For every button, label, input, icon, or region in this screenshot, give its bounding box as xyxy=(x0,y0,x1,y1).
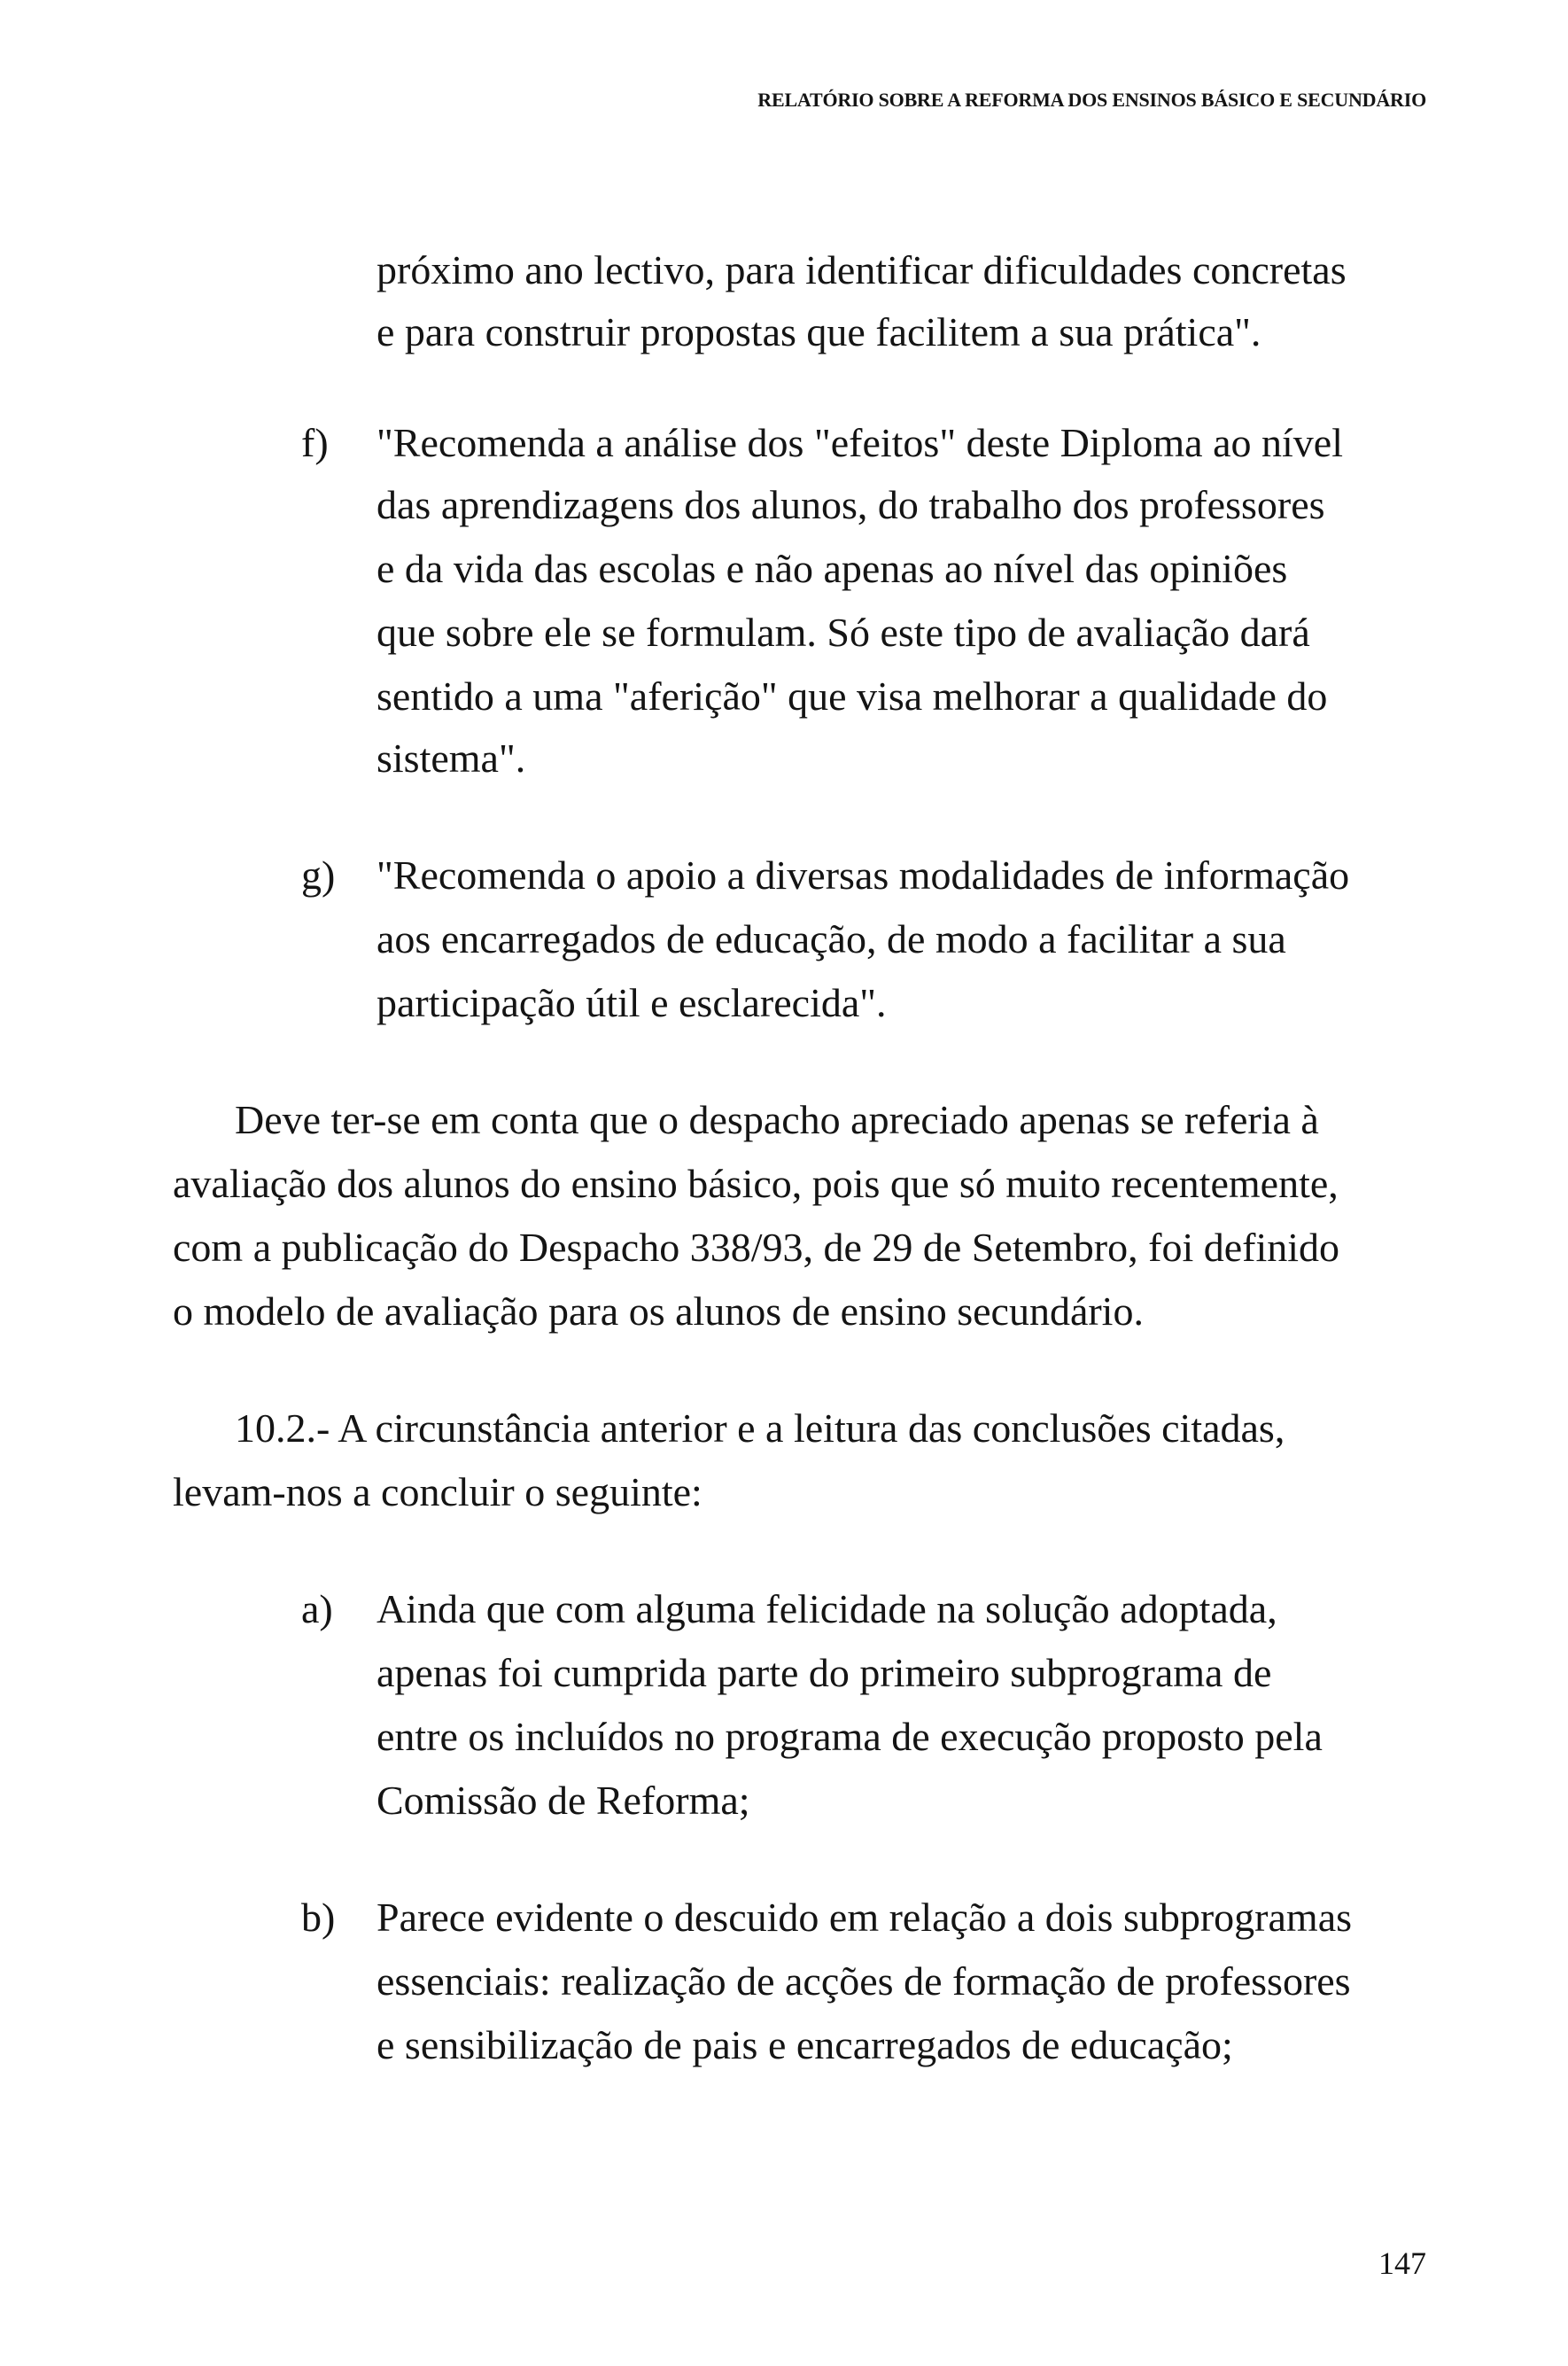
section-10-2-line: 10.2.- A circunstância anterior e a leitura das conclusões citadas, xyxy=(235,1405,1285,1451)
item-f-line: das aprendizagens dos alunos, do trabalho dos professores xyxy=(376,482,1325,527)
item-f-line: sentido a uma "aferição" que visa melhorar a qualidade do xyxy=(376,673,1328,719)
item-a-line: entre os incluídos no programa de execução proposto pela xyxy=(376,1714,1323,1759)
item-b-line: e sensibilização de pais e encarregados de educação; xyxy=(376,2022,1233,2067)
item-f-line: que sobre ele se formulam. Só este tipo de avaliação dará xyxy=(376,610,1310,655)
item-f-line: sistema". xyxy=(376,735,526,781)
item-f-label: f) xyxy=(301,420,329,465)
continuation-line: e para construir propostas que facilitem a sua prática". xyxy=(376,309,1261,354)
paragraph-line: o modelo de avaliação para os alunos de ensino secundário. xyxy=(173,1288,1144,1334)
item-g-label: g) xyxy=(301,852,336,898)
running-header: RELATÓRIO SOBRE A REFORMA DOS ENSINOS BÁSICO E SECUNDÁRIO xyxy=(757,89,1426,111)
item-g-line: aos encarregados de educação, de modo a facilitar a sua xyxy=(376,916,1286,961)
item-f-line: "Recomenda a análise dos "efeitos" deste Diploma ao nível xyxy=(376,420,1343,465)
item-a-line: apenas foi cumprida parte do primeiro subprograma de xyxy=(376,1650,1272,1695)
paragraph-line: avaliação dos alunos do ensino básico, pois que só muito recentemente, xyxy=(173,1161,1339,1206)
item-a-line: Ainda que com alguma felicidade na solução adoptada, xyxy=(376,1586,1277,1631)
continuation-line: próximo ano lectivo, para identificar dificuldades concretas xyxy=(376,247,1347,292)
section-10-2-line: levam-nos a concluir o seguinte: xyxy=(173,1469,702,1514)
item-a-line: Comissão de Reforma; xyxy=(376,1778,750,1823)
item-a-label: a) xyxy=(301,1586,333,1631)
item-g-line: participação útil e esclarecida". xyxy=(376,980,887,1025)
paragraph-line: Deve ter-se em conta que o despacho apreciado apenas se referia à xyxy=(235,1097,1319,1142)
item-g-line: "Recomenda o apoio a diversas modalidades de informação xyxy=(376,852,1350,898)
item-f-line: e da vida das escolas e não apenas ao nível das opiniões xyxy=(376,546,1288,591)
item-b-line: essenciais: realização de acções de formação de professores xyxy=(376,1958,1351,2004)
item-b-label: b) xyxy=(301,1895,336,1940)
page-number: 147 xyxy=(1378,2245,1426,2281)
item-b-line: Parece evidente o descuido em relação a dois subprogramas xyxy=(376,1895,1353,1940)
paragraph-line: com a publicação do Despacho 338/93, de 29 de Setembro, foi definido xyxy=(173,1225,1340,1270)
